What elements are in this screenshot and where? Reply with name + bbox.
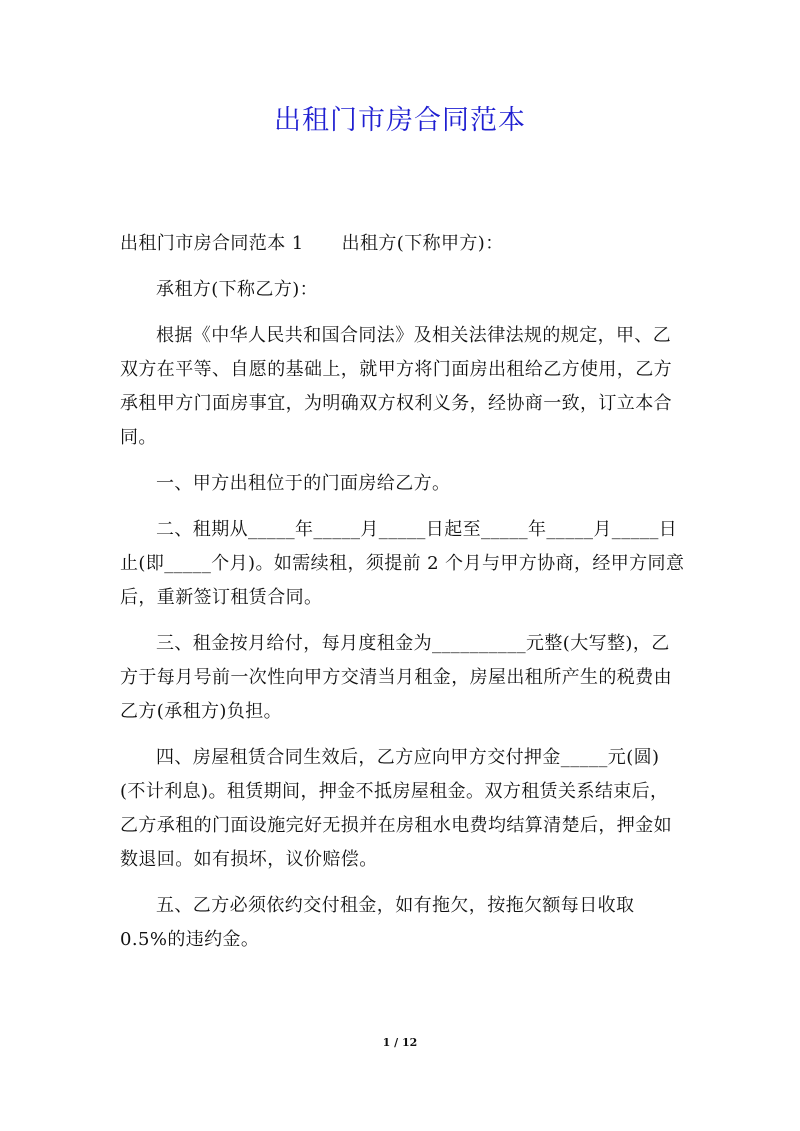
page-number: 1 / 12 bbox=[382, 1036, 418, 1049]
paragraph-clause-3: 三、租金按月给付，每月度租金为__________元整(大写整)，乙方于每月号前一次性向甲方交清当月租金，房屋出租所产生的税费由乙方(承租方)负担。 bbox=[120, 633, 672, 722]
paragraph-clause-4: 四、房屋租赁合同生效后，乙方应向甲方交付押金_____元(圆)(不计利息)。租赁期间，押金不抵房屋租金。双方租赁关系结束后，乙方承租的门面设施完好无损并在房租水电费均结算清楚后，押金如数退回。如有损坏，议价赔偿。 bbox=[120, 747, 672, 870]
paragraph-clause-5: 五、乙方必须依约交付租金，如有拖欠，按拖欠额每日收取 0.5%的违约金。 bbox=[120, 895, 635, 950]
document-body bbox=[120, 227, 685, 957]
contract-heading-line bbox=[120, 227, 685, 261]
document-title: 出租门市房合同范本 bbox=[274, 105, 526, 136]
paragraph-preamble: 根据《中华人民共和国合同法》及相关法律法规的规定，甲、乙双方在平等、自愿的基础上，就甲方将门面房出租给乙方使用，乙方承租甲方门面房事宜，为明确双方权利义务，经协商一致，订立本合同。 bbox=[120, 325, 672, 448]
contract-heading: 出租门市房合同范本 1 bbox=[120, 233, 304, 254]
lessor-label: 出租方(下称甲方)： bbox=[341, 233, 504, 254]
lessee-label: 承租方(下称乙方)： bbox=[156, 279, 319, 300]
paragraph-clause-1: 一、甲方出租位于的门面房给乙方。 bbox=[156, 473, 451, 494]
paragraph-clause-2: 二、租期从_____年_____月_____日起至_____年_____月_____日止(即_____个月)。如需续租，须提前 2 个月与甲方协商，经甲方同意后，重新签订租赁合同。 bbox=[120, 519, 685, 608]
